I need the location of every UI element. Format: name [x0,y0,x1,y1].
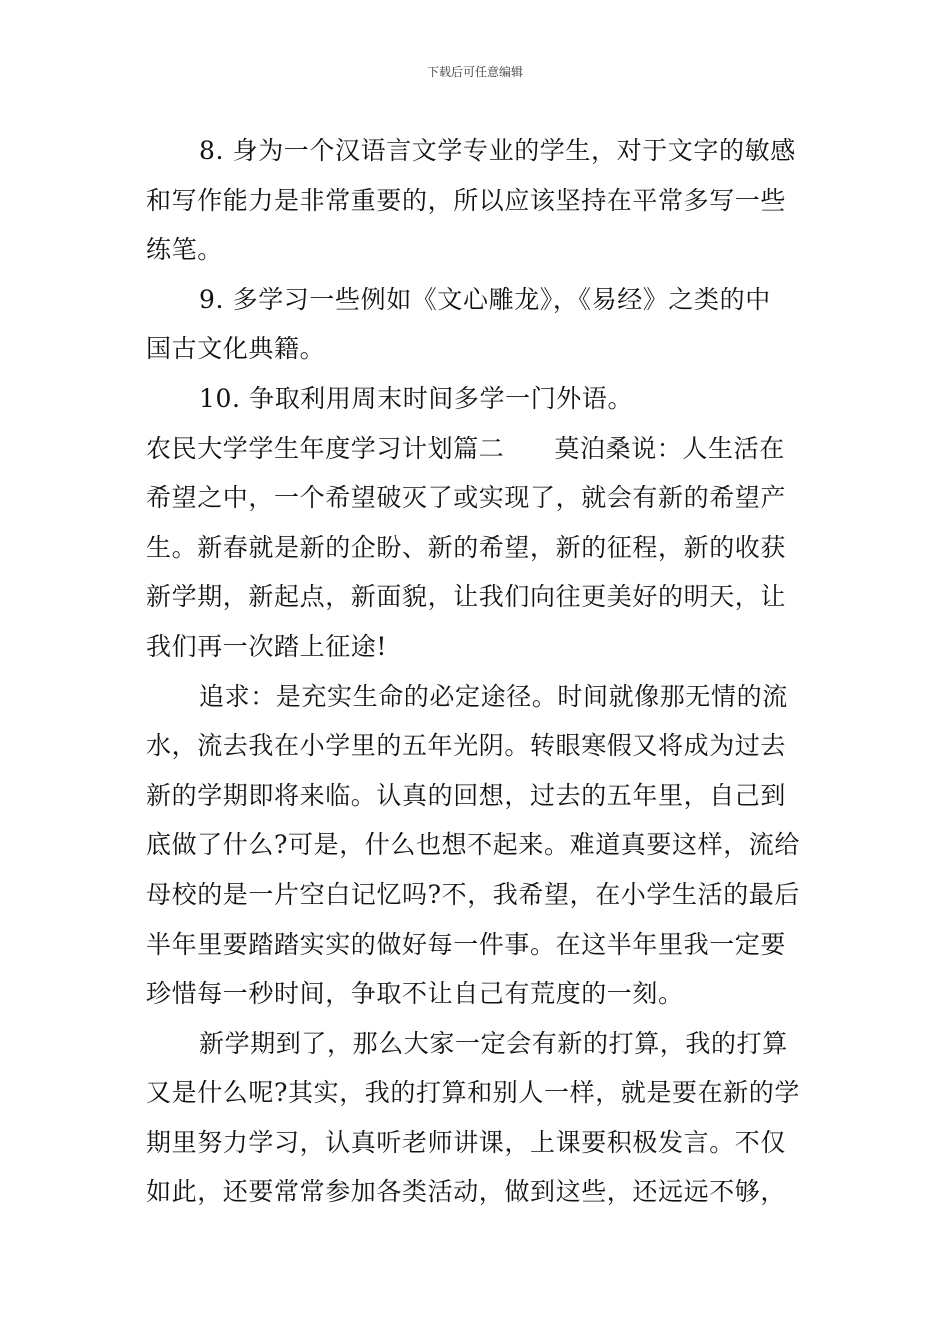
text-line: 和写作能力是非常重要的，所以应该坚持在平常多写一些 [146,185,787,215]
text-line: 练笔。 [146,235,223,265]
text-line: 水，流去我在小学里的五年光阴。转眼寒假又将成为过去 [146,731,787,761]
text-line: 半年里要踏踏实实的做好每一件事。在这半年里我一定要 [146,929,787,959]
text-line: 珍惜每一秒时间，争取不让自己有荒度的一刻。 [146,979,684,1009]
text-line: 生。新春就是新的企盼、新的希望，新的征程，新的收获 [146,532,787,562]
text-line: 母校的是一片空白记忆吗?不，我希望，在小学生活的最后 [146,879,801,909]
text-line: 新学期到了，那么大家一定会有新的打算，我的打算 [199,1028,788,1058]
page-header: 下载后可任意编辑 [426,65,523,79]
text-line: 底做了什么?可是，什么也想不起来。难道真要这样，流给 [146,830,801,860]
text-line: 如此，还要常常参加各类活动，做到这些，还远远不够， [146,1177,787,1207]
text-line: 10. 争取利用周末时间多学一门外语。 [199,383,634,413]
text-line: 8. 身为一个汉语言文学专业的学生，对于文字的敏感 [199,136,796,165]
text-line: 莫泊桑说：人生活在 [554,433,785,463]
text-line: 我们再一次踏上征途! [146,631,388,661]
section-heading-line [146,424,810,474]
text-line: 追求：是充实生命的必定途径。时间就像那无情的流 [199,681,788,711]
text-line: 9. 多学习一些例如《文心雕龙》，《易经》之类的中 [199,284,771,314]
text-line: 国古文化典籍。 [146,334,326,364]
text-line: 希望之中，一个希望破灭了或实现了，就会有新的希望产 [146,483,787,513]
text-line: 新学期，新起点，新面貌，让我们向往更美好的明天，让 [146,582,787,612]
document-body [146,126,810,1217]
text-line: 期里努力学习，认真听老师讲课，上课要积极发言。不仅 [146,1127,787,1157]
section-heading: 农民大学学生年度学习计划篇二 [146,433,505,463]
text-line: 又是什么呢?其实，我的打算和别人一样，就是要在新的学 [146,1078,801,1108]
text-line: 新的学期即将来临。认真的回想，过去的五年里，自己到 [146,780,787,810]
